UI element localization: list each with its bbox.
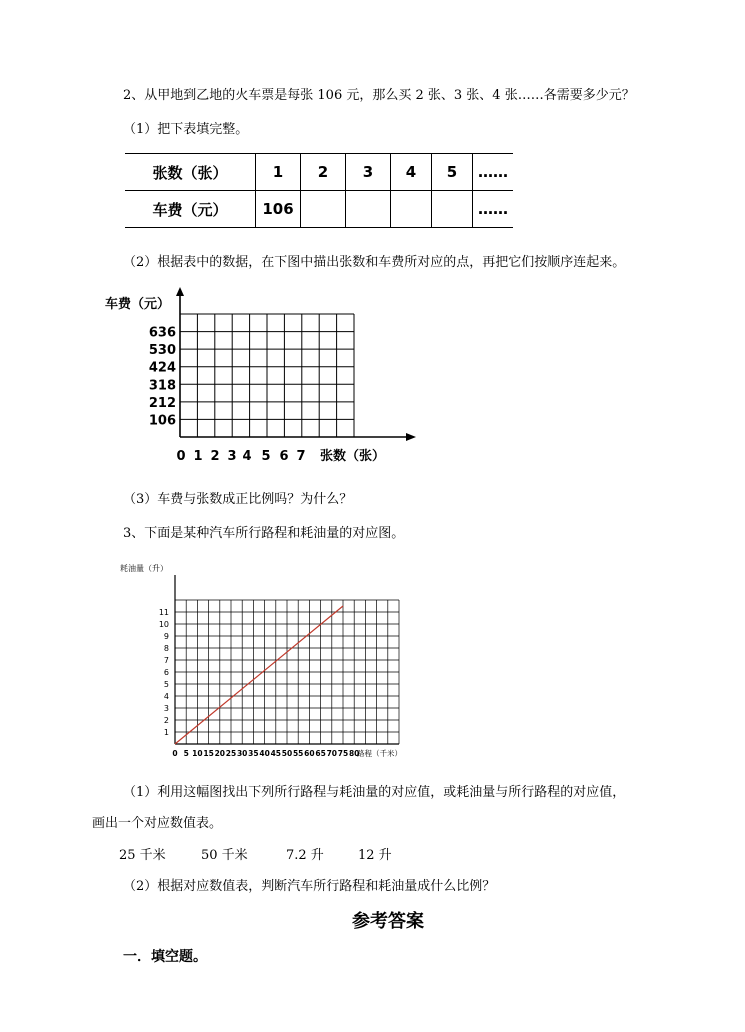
table-cell: …… (473, 191, 514, 228)
fare-chart (105, 287, 416, 464)
x-tick-label: 7 (296, 449, 306, 464)
q3-sub2: （2）根据对应数值表，判断汽车所行路程和耗油量成什么比例？ (123, 879, 496, 894)
y-tick-label: 636 (148, 325, 176, 341)
q2-sub2: （2）根据表中的数据，在下图中描出张数和车费所对应的点，再把它们按顺序连起来。 (123, 255, 626, 270)
y-tick-label: 5 (163, 680, 169, 689)
table-cell: …… (473, 154, 514, 191)
y-tick-label: 9 (163, 632, 169, 641)
q3-title: 3、下面是某种汽车所行路程和耗油量的对应图。 (123, 526, 405, 541)
q3-sub1b: 画出一个对应数值表。 (92, 816, 223, 831)
answer-title: 参考答案 (352, 911, 424, 932)
y-tick-label: 318 (148, 378, 176, 394)
x-axis-arrow (406, 433, 416, 441)
table-cell: 1 (256, 154, 301, 191)
x-tick-label: 6 (279, 449, 289, 464)
table-cell: 3 (346, 154, 391, 191)
value-item: 12 升 (358, 848, 392, 863)
fuel-chart (120, 563, 402, 758)
x-axis-title: 张数（张） (320, 449, 386, 464)
y-tick-label: 2 (163, 716, 169, 725)
x-tick-label: 50 (281, 749, 293, 758)
value-item: 50 千米 (201, 848, 248, 863)
y-axis-title: 车费（元） (105, 297, 171, 312)
x-tick-label: 40 (259, 749, 270, 758)
y-tick-label: 11 (158, 608, 169, 617)
fuel-line (175, 606, 343, 744)
q3-sub1a: （1）利用这幅图找出下列所行路程与耗油量的对应值，或耗油量与所行路程的对应值， (123, 785, 626, 800)
y-axis-arrow (176, 287, 184, 296)
x-tick-label: 3 (227, 449, 237, 464)
x-tick-label: 0 (176, 449, 186, 464)
y-tick-label: 6 (163, 668, 169, 677)
x-tick-label: 20 (214, 749, 226, 758)
x-tick-label: 75 (337, 749, 349, 758)
table-cell: 106 (256, 191, 301, 228)
x-tick-label: 0 (172, 749, 178, 758)
y-tick-label: 7 (163, 656, 169, 665)
table-cell: 4 (391, 154, 432, 191)
x-tick-label: 5 (183, 749, 189, 758)
x-tick-label: 5 (261, 449, 271, 464)
x-tick-label: 35 (248, 749, 259, 758)
y-tick-label: 3 (163, 704, 169, 713)
q2-sub3: （3）车费与张数成正比例吗？为什么？ (123, 492, 353, 507)
y-axis-title: 耗油量（升） (120, 564, 168, 573)
y-tick-label: 212 (148, 395, 176, 411)
x-tick-label: 80 (348, 749, 360, 758)
value-item: 25 千米 (119, 848, 166, 863)
value-item: 7.2 升 (286, 848, 324, 863)
y-tick-label: 10 (158, 620, 169, 629)
x-tick-label: 55 (292, 749, 304, 758)
x-tick-label: 4 (242, 449, 252, 464)
x-tick-label: 25 (225, 749, 237, 758)
x-tick-label: 65 (315, 749, 326, 758)
table-cell: 车费（元） (125, 191, 256, 228)
x-axis-title: 路程（千米） (357, 749, 402, 758)
x-tick-label: 2 (210, 449, 220, 464)
q2-title: 2、从甲地到乙地的火车票是每张 106 元，那么买 2 张、3 张、4 张……各需要多少元？ (123, 88, 635, 103)
y-tick-label: 8 (163, 644, 169, 653)
x-tick-label: 30 (236, 749, 248, 758)
y-tick-label: 530 (148, 343, 176, 359)
answer-section: 一．填空题。 (123, 949, 207, 965)
y-tick-label: 106 (148, 413, 176, 429)
x-tick-label: 1 (193, 449, 203, 464)
x-tick-label: 10 (192, 749, 203, 758)
x-tick-label: 15 (203, 749, 214, 758)
x-tick-label: 70 (326, 749, 338, 758)
table-cell: 5 (432, 154, 473, 191)
y-tick-label: 424 (148, 360, 176, 376)
y-tick-label: 4 (163, 692, 169, 701)
x-tick-label: 60 (304, 749, 315, 758)
table-cell: 2 (301, 154, 346, 191)
y-tick-label: 1 (163, 728, 169, 737)
table-cell: 张数（张） (125, 154, 256, 191)
x-tick-label: 45 (270, 749, 282, 758)
q2-sub1: （1）把下表填完整。 (123, 122, 249, 137)
